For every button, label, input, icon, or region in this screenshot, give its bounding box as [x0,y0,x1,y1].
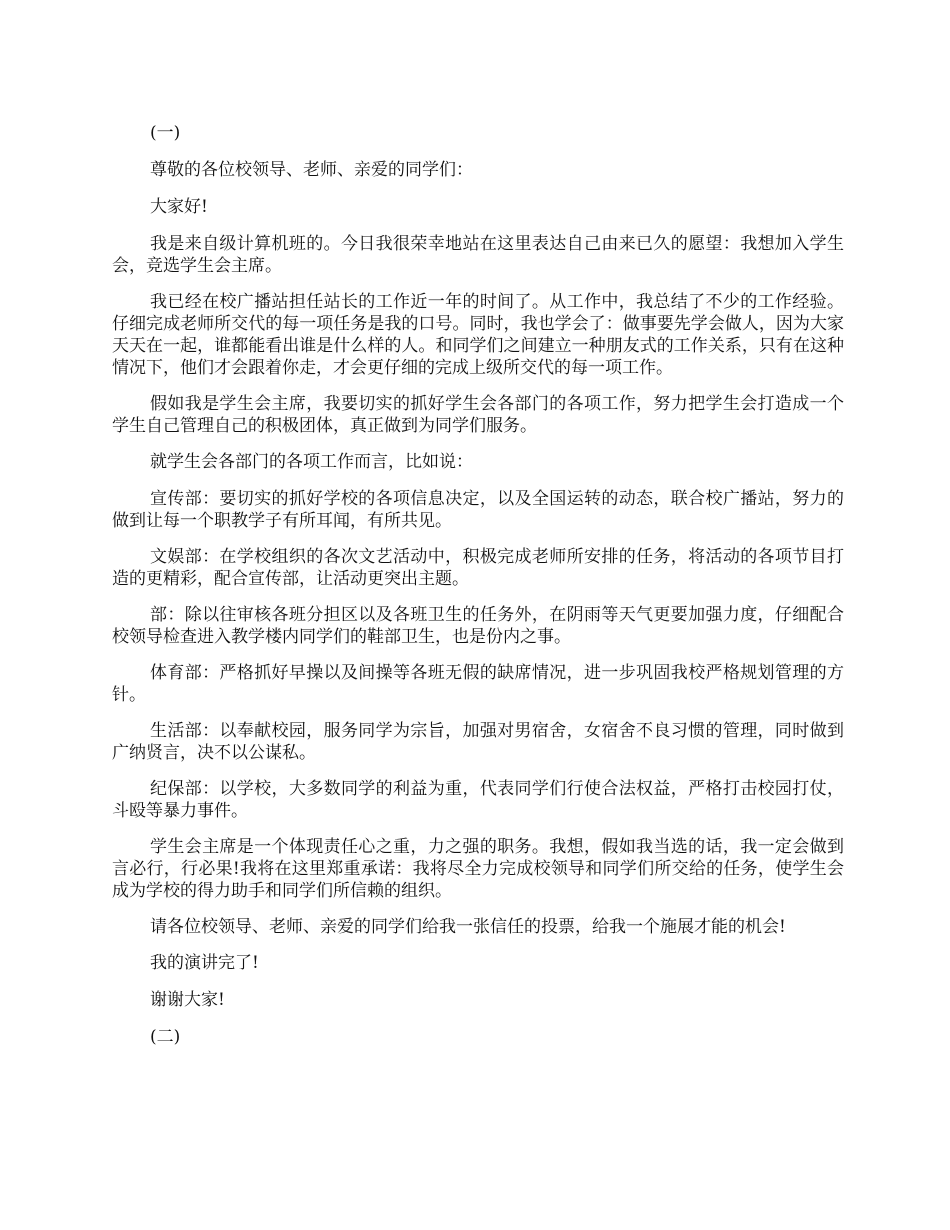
paragraph-security: 纪保部：以学校，大多数同学的利益为重，代表同学们行使合法权益，严格打击校园打仗，斗殴等暴力事件。 [112,779,844,821]
paragraph-commitment: 学生会主席是一个体现责任心之重，力之强的职务。我想，假如我当选的话，我一定会做到言必行，行必果!我将在这里郑重承诺：我将尽全力完成校领导和同学们所交给的任务，使学生会成为学校的得力助手和同学们所信赖的组织。 [112,837,844,901]
paragraph-intro: 我是来自级计算机班的。今日我很荣幸地站在这里表达自己由来已久的愿望：我想加入学生会，竞选学生会主席。 [112,234,844,276]
closing-line: 我的演讲完了! [150,953,259,973]
paragraph-appeal: 请各位校领导、老师、亲爱的同学们给我一张信任的投票，给我一个施展才能的机会! [150,917,786,937]
document-body [112,122,844,1063]
paragraph-entertainment: 文娱部：在学校组织的各次文艺活动中，积极完成老师所安排的任务，将活动的各项节目打造的更精彩，配合宣传部，让活动更突出主题。 [112,547,844,589]
paragraph-living: 生活部：以奉献校园，服务同学为宗旨，加强对男宿舍，女宿舍不良习惯的管理，同时做到广纳贤言，决不以公谋私。 [112,721,844,763]
paragraph-departments-intro: 就学生会各部门的各项工作而言，比如说： [150,452,473,472]
paragraph-experience: 我已经在校广播站担任站长的工作近一年的时间了。从工作中，我总结了不少的工作经验。仔细完成老师所交代的每一项任务是我的口号。同时，我也学会了：做事要先学会做人，因为大家天天在一起，谁都能看出谁是什么样的人。和同学们之间建立一种朋友式的工作关系，只有在这种情况下，他们才会跟着你走，才会更仔细的完成上级所交代的每一项工作。 [112,292,844,378]
greeting: 大家好! [150,197,208,217]
paragraph-sports: 体育部：严格抓好早操以及间操等各班无假的缺席情况，进一步巩固我校严格规划管理的方针。 [112,663,844,705]
salutation: 尊敬的各位校领导、老师、亲爱的同学们： [150,160,473,180]
paragraph-publicity: 宣传部：要切实的抓好学校的各项信息决定，以及全国运转的动态，联合校广播站，努力的做到让每一个职教学子有所耳闻，有所共见。 [112,489,844,531]
thanks-line: 谢谢大家! [150,990,225,1010]
paragraph-hygiene: 部：除以往审核各班分担区以及各班卫生的任务外，在阴雨等天气更要加强力度，仔细配合校领导检查进入教学楼内同学们的鞋部卫生，也是份内之事。 [112,605,844,647]
paragraph-goal: 假如我是学生会主席，我要切实的抓好学生会各部门的各项工作，努力把学生会打造成一个学生自己管理自己的积极团体，真正做到为同学们服务。 [112,394,844,436]
section-heading-2: (二) [150,1027,181,1047]
section-heading: (一) [150,123,181,143]
